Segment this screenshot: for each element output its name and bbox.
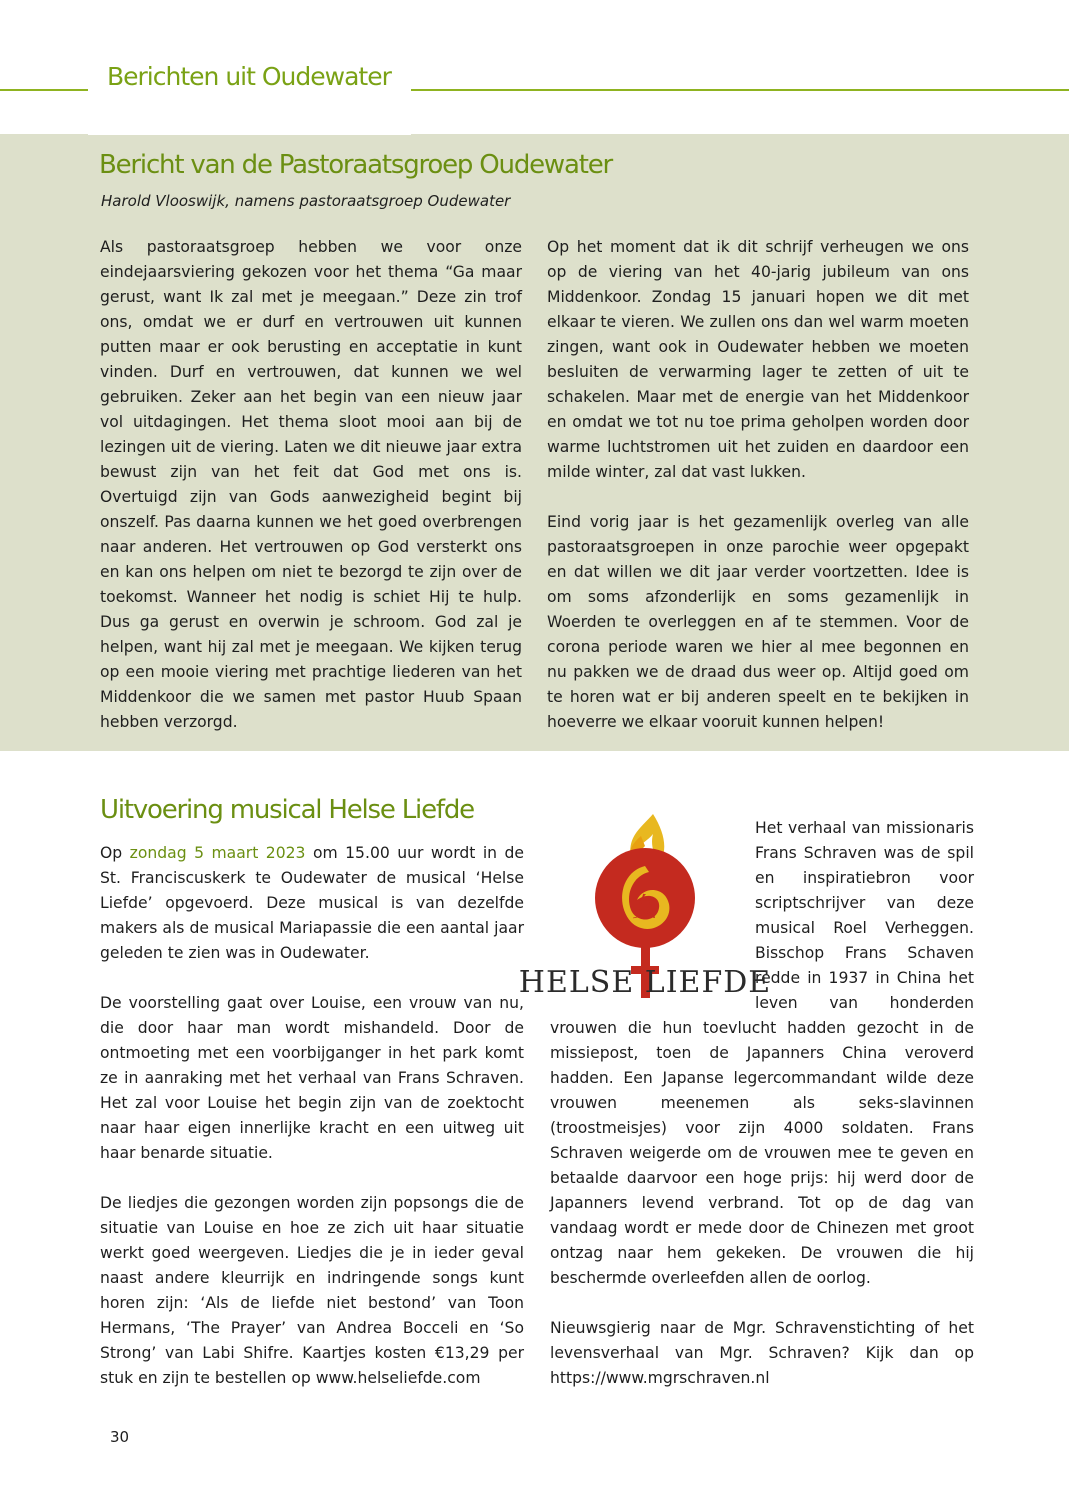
- event-date: zondag 5 maart 2023: [129, 844, 306, 862]
- logo-glyph: 女: [631, 893, 659, 923]
- article2-left-paragraph: De liedjes die gezongen worden zijn popsongs die de situatie van Louise en hoe ze zich uit haar situatie werkt goed weergeven. Liedjes die je in ieder geval naast andere kleurrijk en indringende songs kunt horen zijn: ‘Als de liefde niet bestond’ van Toon Hermans, ‘The Prayer’ van Andrea Bocceli en ‘So Strong’ van Labi Shifre. Kaartjes kosten €13,29 per stuk en zijn te bestellen op www.helseliefde.com: [100, 1194, 524, 1387]
- page-number: 30: [110, 1428, 130, 1446]
- article2-left-paragraph: De voorstelling gaat over Louise, een vrouw van nu, die door haar man wordt mishandeld. Door de ontmoeting met een voorbijganger in het park komt ze in aanraking met het verhaal van Frans Schraven. Het zal voor Louise het begin zijn van de zoektocht naar haar eigen innerlijke kracht en een uitweg uit haar benarde situatie.: [100, 994, 524, 1162]
- header-rule-left: [0, 89, 88, 91]
- intro-after: om 15.00 uur wordt in de St. Franciscuskerk te Oudewater de musical ‘Helse Liefde’ opgevoerd. Deze musical is van dezelfde makers als de musical Mariapassie die een aantal jaar geleden te zien was in Oudewater.: [100, 844, 524, 962]
- article1-right-column: [547, 235, 969, 735]
- article2-intro: [100, 841, 524, 966]
- article2-title: Uitvoering musical Helse Liefde: [100, 795, 474, 825]
- helse-liefde-logo: [518, 806, 772, 1006]
- article1-right-paragraph: Eind vorig jaar is het gezamenlijk overleg van alle pastoraatsgroepen in onze parochie weer opgepakt en dat willen we dit jaar verder voortzetten. Idee is om soms afzonderlijk en soms gezamenlijk in Woerden te overleggen en af te stemmen. Voor de corona periode waren we hier al mee begonnen en nu pakken we de draad dus weer op. Altijd goed om te horen wat er bij anderen speelt en te bekijken in hoeverre we elkaar vooruit kunnen helpen!: [547, 513, 969, 731]
- article2-left-column: [100, 841, 524, 1391]
- header-rule-right: [411, 89, 1069, 91]
- article1-right-paragraph: Op het moment dat ik dit schrijf verheugen we ons op de viering van het 40-jarig jubileum van ons Middenkoor. Zondag 15 januari hopen we dit met elkaar te vieren. We zullen ons dan wel warm moeten zingen, want ook in Oudewater hebben we moeten besluiten de verwarming lager te zetten of uit te schakelen. Maar met de energie van het Middenkoor en omdat we tot nu toe prima geholpen worden door warme luchtstromen uit het zuiden en daardoor een milde winter, zal dat vast lukken.: [547, 238, 969, 481]
- article1-left-paragraph: Als pastoraatsgroep hebben we voor onze eindejaarsviering gekozen voor het thema “Ga maar gerust, want Ik zal met je meegaan.” Deze zin trof ons, omdat we er durf en vertrouwen uit kunnen putten maar er ook berusting en acceptatie in kunt vinden. Durf en vertrouwen, dat kunnen we wel gebruiken. Zeker aan het begin van een nieuw jaar vol uitdagingen. Het thema sloot mooi aan bij de lezingen uit de viering. Laten we dit nieuwe jaar extra bewust zijn van het feit dat God met ons is. Overtuigd zijn van Gods aanwezigheid begint bij onszelf. Pas daarna kunnen we het goed overbrengen naar anderen. Het vertrouwen op God versterkt ons en kan ons helpen om niet te bezorgd te zijn over de toekomst. Wanneer het nodig is schiet Hij te hulp. Dus ga gerust en overwin je schroom. God zal je helpen, want hij zal met je meegaan. We kijken terug op een mooie viering met prachtige liederen van het Middenkoor die we samen met pastor Huub Spaan hebben verzorgd.: [100, 238, 522, 731]
- panel-notch: [88, 131, 411, 135]
- logo-wordmark: HELSE LIEFDE: [518, 965, 772, 1000]
- article1-title: Bericht van de Pastoraatsgroep Oudewater: [99, 150, 613, 180]
- intro-before: Op: [100, 844, 130, 862]
- article2-right-paragraph: Het verhaal van missionaris Frans Schraven was de spil en inspiratiebron voor scriptschrijver van deze musical Roel Verheggen. Bisschop Frans Schaven redde in 1937 in China het leven van honderden vrouwen die hun toevlucht hadden gezocht in de missiepost, toen de Japanners China veroverd hadden. Een Japanse legercommandant wilde deze vrouwen meenemen als seks-slavinnen (troostmeisjes) voor zijn 4000 soldaten. Frans Schraven weigerde om de vrouwen mee te geven en betaalde daarvoor een hoge prijs: hij werd door de Japanners levend verbrand. Tot op de dag van vandaag wordt er mede door de Chinezen met groot ontzag naar hem gekeken. De vrouwen die hij beschermde overleefden allen de oorlog.: [550, 819, 974, 1287]
- article1-left-column: [100, 235, 522, 735]
- section-title: Berichten uit Oudewater: [107, 62, 391, 91]
- article2-right-paragraph: Nieuwsgierig naar de Mgr. Schravenstichting of het levensverhaal van Mgr. Schraven? Kijk dan op https://www.mgrschraven.nl: [550, 1319, 974, 1387]
- article1-byline: Harold Vlooswijk, namens pastoraatsgroep Oudewater: [101, 192, 511, 210]
